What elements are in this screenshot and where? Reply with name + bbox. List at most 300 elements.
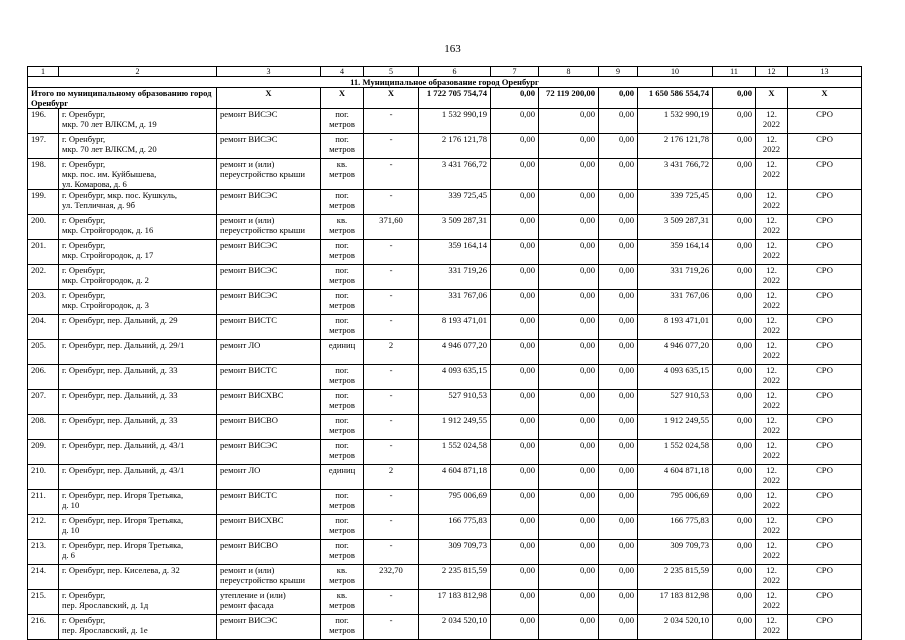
cost-cell: 309 709,73 — [638, 540, 713, 565]
row-number: 216. — [28, 615, 59, 640]
cost-cell: 0,00 — [599, 290, 638, 315]
row-number: 211. — [28, 490, 59, 515]
cost-cell: 0,00 — [491, 215, 539, 240]
row-number: 204. — [28, 315, 59, 340]
deadline-cell: 12. 2022 — [756, 415, 788, 440]
column-number: 7 — [491, 67, 539, 77]
deadline-cell: 12. 2022 — [756, 465, 788, 490]
cost-cell: 527 910,53 — [638, 390, 713, 415]
column-number-row — [28, 67, 862, 77]
work-type-cell: ремонт ВИСЭС — [217, 615, 321, 640]
total-row — [28, 88, 862, 109]
unit-cell: единиц — [321, 465, 364, 490]
total-cost-cell: 359 164,14 — [419, 240, 491, 265]
deadline-cell: 12. 2022 — [756, 265, 788, 290]
cost-cell: 0,00 — [713, 565, 756, 590]
column-number: 13 — [788, 67, 862, 77]
executor-cell: СРО — [788, 315, 862, 340]
cost-cell: 0,00 — [539, 109, 599, 134]
unit-cell: пог. метров — [321, 515, 364, 540]
executor-cell: СРО — [788, 340, 862, 365]
cost-cell: 0,00 — [491, 590, 539, 615]
cost-cell: 0,00 — [539, 540, 599, 565]
address-cell: г. Оренбург, мкр. Стройгородок, д. 17 — [59, 240, 217, 265]
cost-cell: 0,00 — [539, 390, 599, 415]
executor-cell: СРО — [788, 265, 862, 290]
total-cost-cell: 166 775,83 — [419, 515, 491, 540]
cost-cell: 0,00 — [599, 134, 638, 159]
quantity-cell: - — [364, 134, 419, 159]
cost-cell: 17 183 812,98 — [638, 590, 713, 615]
address-cell: г. Оренбург, пер. Дальний, д. 29/1 — [59, 340, 217, 365]
cost-cell: 2 176 121,78 — [638, 134, 713, 159]
cost-cell: 0,00 — [599, 415, 638, 440]
cost-cell: 0,00 — [713, 290, 756, 315]
total-cell: X — [217, 88, 321, 109]
quantity-cell: - — [364, 540, 419, 565]
deadline-cell: 12. 2022 — [756, 340, 788, 365]
cost-cell: 0,00 — [599, 159, 638, 190]
deadline-cell: 12. 2022 — [756, 515, 788, 540]
cost-cell: 0,00 — [713, 590, 756, 615]
cost-cell: 0,00 — [599, 440, 638, 465]
executor-cell: СРО — [788, 215, 862, 240]
quantity-cell: - — [364, 190, 419, 215]
cost-cell: 4 604 871,18 — [638, 465, 713, 490]
total-cost-cell: 3 431 766,72 — [419, 159, 491, 190]
cost-cell: 0,00 — [539, 159, 599, 190]
cost-cell: 3 431 766,72 — [638, 159, 713, 190]
executor-cell: СРО — [788, 440, 862, 465]
cost-cell: 0,00 — [491, 490, 539, 515]
total-cell: 1 722 705 754,74 — [419, 88, 491, 109]
total-cost-cell: 795 006,69 — [419, 490, 491, 515]
cost-cell: 0,00 — [491, 265, 539, 290]
table-row — [28, 440, 862, 465]
work-type-cell: ремонт ВИСТС — [217, 365, 321, 390]
unit-cell: пог. метров — [321, 415, 364, 440]
cost-cell: 0,00 — [491, 134, 539, 159]
quantity-cell: - — [364, 365, 419, 390]
cost-cell: 0,00 — [599, 490, 638, 515]
work-type-cell: ремонт ЛО — [217, 465, 321, 490]
cost-cell: 2 034 520,10 — [638, 615, 713, 640]
address-cell: г. Оренбург, пер. Киселева, д. 32 — [59, 565, 217, 590]
table-row — [28, 340, 862, 365]
address-cell: г. Оренбург, пер. Игоря Третьяка, д. 6 — [59, 540, 217, 565]
total-cell: X — [756, 88, 788, 109]
cost-cell: 0,00 — [539, 290, 599, 315]
quantity-cell: 2 — [364, 465, 419, 490]
work-type-cell: ремонт ВИСЭС — [217, 290, 321, 315]
deadline-cell: 12. 2022 — [756, 134, 788, 159]
work-type-cell: ремонт ВИСХВС — [217, 515, 321, 540]
cost-cell: 0,00 — [713, 190, 756, 215]
work-type-cell: ремонт ВИСЭС — [217, 109, 321, 134]
work-type-cell: ремонт ВИСТС — [217, 490, 321, 515]
cost-cell: 0,00 — [539, 490, 599, 515]
total-cost-cell: 4 093 635,15 — [419, 365, 491, 390]
total-cell: X — [364, 88, 419, 109]
cost-cell: 1 532 990,19 — [638, 109, 713, 134]
cost-cell: 0,00 — [713, 109, 756, 134]
unit-cell: кв. метров — [321, 565, 364, 590]
total-cost-cell: 309 709,73 — [419, 540, 491, 565]
address-cell: г. Оренбург, мкр. пос. им. Куйбышева, ул. Комарова, д. 6 — [59, 159, 217, 190]
quantity-cell: - — [364, 490, 419, 515]
table-row — [28, 365, 862, 390]
unit-cell: кв. метров — [321, 215, 364, 240]
executor-cell: СРО — [788, 590, 862, 615]
row-number: 197. — [28, 134, 59, 159]
table-row — [28, 240, 862, 265]
total-label: Итого по муниципальному образованию город Оренбург — [28, 88, 217, 109]
unit-cell: кв. метров — [321, 590, 364, 615]
unit-cell: пог. метров — [321, 265, 364, 290]
column-number: 11 — [713, 67, 756, 77]
cost-cell: 0,00 — [539, 190, 599, 215]
cost-cell: 166 775,83 — [638, 515, 713, 540]
cost-cell: 0,00 — [539, 265, 599, 290]
cost-cell: 0,00 — [713, 615, 756, 640]
column-number: 5 — [364, 67, 419, 77]
executor-cell: СРО — [788, 565, 862, 590]
unit-cell: пог. метров — [321, 540, 364, 565]
section-title: 11. Муниципальное образование город Оренбург — [28, 77, 862, 88]
executor-cell: СРО — [788, 240, 862, 265]
column-number: 1 — [28, 67, 59, 77]
row-number: 205. — [28, 340, 59, 365]
deadline-cell: 12. 2022 — [756, 159, 788, 190]
executor-cell: СРО — [788, 109, 862, 134]
address-cell: г. Оренбург, мкр. Стройгородок, д. 2 — [59, 265, 217, 290]
cost-cell: 0,00 — [599, 590, 638, 615]
cost-cell: 0,00 — [491, 240, 539, 265]
unit-cell: пог. метров — [321, 390, 364, 415]
cost-cell: 0,00 — [713, 490, 756, 515]
cost-cell: 3 509 287,31 — [638, 215, 713, 240]
cost-cell: 0,00 — [713, 315, 756, 340]
address-cell: г. Оренбург, пер. Ярославский, д. 1е — [59, 615, 217, 640]
executor-cell: СРО — [788, 390, 862, 415]
cost-cell: 0,00 — [599, 109, 638, 134]
deadline-cell: 12. 2022 — [756, 590, 788, 615]
quantity-cell: 2 — [364, 340, 419, 365]
cost-cell: 0,00 — [599, 240, 638, 265]
row-number: 203. — [28, 290, 59, 315]
total-cell: 1 650 586 554,74 — [638, 88, 713, 109]
cost-cell: 0,00 — [491, 365, 539, 390]
cost-cell: 0,00 — [491, 315, 539, 340]
address-cell: г. Оренбург, пер. Дальний, д. 43/1 — [59, 440, 217, 465]
address-cell: г. Оренбург, пер. Дальний, д. 29 — [59, 315, 217, 340]
row-number: 200. — [28, 215, 59, 240]
table-row — [28, 159, 862, 190]
cost-cell: 0,00 — [539, 240, 599, 265]
address-cell: г. Оренбург, мкр. 70 лет ВЛКСМ, д. 20 — [59, 134, 217, 159]
executor-cell: СРО — [788, 490, 862, 515]
cost-cell: 0,00 — [599, 265, 638, 290]
address-cell: г. Оренбург, пер. Игоря Третьяка, д. 10 — [59, 490, 217, 515]
row-number: 198. — [28, 159, 59, 190]
work-type-cell: ремонт ВИСЭС — [217, 440, 321, 465]
quantity-cell: - — [364, 159, 419, 190]
column-number: 8 — [539, 67, 599, 77]
cost-cell: 4 093 635,15 — [638, 365, 713, 390]
total-cost-cell: 1 532 990,19 — [419, 109, 491, 134]
row-number: 201. — [28, 240, 59, 265]
executor-cell: СРО — [788, 540, 862, 565]
cost-cell: 0,00 — [539, 590, 599, 615]
cost-cell: 4 946 077,20 — [638, 340, 713, 365]
quantity-cell: - — [364, 615, 419, 640]
cost-cell: 0,00 — [491, 615, 539, 640]
address-cell: г. Оренбург, пер. Ярославский, д. 1д — [59, 590, 217, 615]
total-cost-cell: 8 193 471,01 — [419, 315, 491, 340]
quantity-cell: - — [364, 109, 419, 134]
deadline-cell: 12. 2022 — [756, 390, 788, 415]
table-row — [28, 290, 862, 315]
cost-cell: 359 164,14 — [638, 240, 713, 265]
work-type-cell: ремонт ВИСВО — [217, 415, 321, 440]
deadline-cell: 12. 2022 — [756, 540, 788, 565]
quantity-cell: - — [364, 265, 419, 290]
unit-cell: пог. метров — [321, 440, 364, 465]
address-cell: г. Оренбург, пер. Дальний, д. 33 — [59, 390, 217, 415]
executor-cell: СРО — [788, 134, 862, 159]
cost-cell: 0,00 — [491, 565, 539, 590]
executor-cell: СРО — [788, 415, 862, 440]
address-cell: г. Оренбург, мкр. Стройгородок, д. 3 — [59, 290, 217, 315]
cost-cell: 0,00 — [539, 615, 599, 640]
cost-cell: 0,00 — [713, 159, 756, 190]
table-row — [28, 515, 862, 540]
executor-cell: СРО — [788, 465, 862, 490]
unit-cell: пог. метров — [321, 290, 364, 315]
cost-cell: 0,00 — [491, 390, 539, 415]
column-number: 9 — [599, 67, 638, 77]
cost-cell: 0,00 — [491, 540, 539, 565]
unit-cell: пог. метров — [321, 315, 364, 340]
cost-cell: 0,00 — [599, 615, 638, 640]
table-row — [28, 190, 862, 215]
table-row — [28, 565, 862, 590]
unit-cell: пог. метров — [321, 615, 364, 640]
cost-cell: 0,00 — [599, 390, 638, 415]
row-number: 196. — [28, 109, 59, 134]
row-number: 202. — [28, 265, 59, 290]
cost-cell: 0,00 — [713, 265, 756, 290]
quantity-cell: - — [364, 290, 419, 315]
row-number: 209. — [28, 440, 59, 465]
cost-cell: 331 767,06 — [638, 290, 713, 315]
cost-cell: 0,00 — [491, 465, 539, 490]
cost-cell: 0,00 — [599, 465, 638, 490]
cost-cell: 0,00 — [599, 515, 638, 540]
unit-cell: пог. метров — [321, 134, 364, 159]
row-number: 210. — [28, 465, 59, 490]
address-cell: г. Оренбург, пер. Дальний, д. 43/1 — [59, 465, 217, 490]
cost-cell: 0,00 — [713, 440, 756, 465]
unit-cell: кв. метров — [321, 159, 364, 190]
cost-cell: 0,00 — [599, 565, 638, 590]
table-row — [28, 540, 862, 565]
total-cost-cell: 4 604 871,18 — [419, 465, 491, 490]
cost-cell: 0,00 — [713, 340, 756, 365]
row-number: 208. — [28, 415, 59, 440]
column-number: 4 — [321, 67, 364, 77]
cost-cell: 0,00 — [539, 365, 599, 390]
deadline-cell: 12. 2022 — [756, 240, 788, 265]
table-row — [28, 109, 862, 134]
deadline-cell: 12. 2022 — [756, 215, 788, 240]
deadline-cell: 12. 2022 — [756, 490, 788, 515]
quantity-cell: - — [364, 240, 419, 265]
table-row — [28, 490, 862, 515]
cost-cell: 1 912 249,55 — [638, 415, 713, 440]
address-cell: г. Оренбург, пер. Дальний, д. 33 — [59, 365, 217, 390]
cost-cell: 0,00 — [539, 415, 599, 440]
cost-cell: 0,00 — [491, 109, 539, 134]
executor-cell: СРО — [788, 290, 862, 315]
total-cell: 0,00 — [713, 88, 756, 109]
address-cell: г. Оренбург, мкр. 70 лет ВЛКСМ, д. 19 — [59, 109, 217, 134]
work-type-cell: ремонт ВИСЭС — [217, 190, 321, 215]
cost-cell: 795 006,69 — [638, 490, 713, 515]
work-type-cell: ремонт и (или) переустройство крыши — [217, 215, 321, 240]
deadline-cell: 12. 2022 — [756, 290, 788, 315]
unit-cell: пог. метров — [321, 490, 364, 515]
cost-cell: 0,00 — [491, 290, 539, 315]
unit-cell: пог. метров — [321, 190, 364, 215]
quantity-cell: - — [364, 315, 419, 340]
quantity-cell: 232,70 — [364, 565, 419, 590]
cost-cell: 0,00 — [491, 415, 539, 440]
cost-cell: 8 193 471,01 — [638, 315, 713, 340]
cost-cell: 0,00 — [539, 340, 599, 365]
cost-cell: 0,00 — [539, 315, 599, 340]
cost-cell: 0,00 — [599, 340, 638, 365]
cost-cell: 0,00 — [539, 440, 599, 465]
cost-cell: 0,00 — [713, 540, 756, 565]
total-cost-cell: 331 767,06 — [419, 290, 491, 315]
cost-cell: 0,00 — [539, 465, 599, 490]
total-cost-cell: 4 946 077,20 — [419, 340, 491, 365]
cost-cell: 0,00 — [539, 215, 599, 240]
table-row — [28, 265, 862, 290]
cost-cell: 0,00 — [713, 415, 756, 440]
table-row — [28, 134, 862, 159]
cost-cell: 0,00 — [713, 240, 756, 265]
cost-cell: 0,00 — [491, 340, 539, 365]
executor-cell: СРО — [788, 515, 862, 540]
unit-cell: единиц — [321, 340, 364, 365]
table-row — [28, 315, 862, 340]
total-cell: 0,00 — [599, 88, 638, 109]
row-number: 212. — [28, 515, 59, 540]
deadline-cell: 12. 2022 — [756, 315, 788, 340]
cost-cell: 0,00 — [599, 365, 638, 390]
executor-cell: СРО — [788, 159, 862, 190]
cost-cell: 0,00 — [713, 465, 756, 490]
deadline-cell: 12. 2022 — [756, 440, 788, 465]
quantity-cell: - — [364, 390, 419, 415]
executor-cell: СРО — [788, 615, 862, 640]
address-cell: г. Оренбург, мкр. пос. Кушкуль, ул. Тепличная, д. 9б — [59, 190, 217, 215]
table-row — [28, 415, 862, 440]
cost-cell: 0,00 — [713, 134, 756, 159]
work-type-cell: ремонт ВИСЭС — [217, 240, 321, 265]
quantity-cell: - — [364, 515, 419, 540]
unit-cell: пог. метров — [321, 109, 364, 134]
total-cost-cell: 2 235 815,59 — [419, 565, 491, 590]
cost-cell: 0,00 — [491, 159, 539, 190]
deadline-cell: 12. 2022 — [756, 190, 788, 215]
cost-cell: 339 725,45 — [638, 190, 713, 215]
cost-cell: 0,00 — [491, 190, 539, 215]
cost-cell: 0,00 — [599, 215, 638, 240]
row-number: 206. — [28, 365, 59, 390]
cost-cell: 2 235 815,59 — [638, 565, 713, 590]
quantity-cell: 371,60 — [364, 215, 419, 240]
column-number: 12 — [756, 67, 788, 77]
cost-cell: 0,00 — [599, 540, 638, 565]
column-number: 6 — [419, 67, 491, 77]
cost-cell: 0,00 — [491, 440, 539, 465]
executor-cell: СРО — [788, 365, 862, 390]
section-title-row — [28, 77, 862, 88]
table-row — [28, 465, 862, 490]
row-number: 213. — [28, 540, 59, 565]
total-cell: 0,00 — [491, 88, 539, 109]
work-type-cell: ремонт ВИСХВС — [217, 390, 321, 415]
column-number: 10 — [638, 67, 713, 77]
table-row — [28, 215, 862, 240]
quantity-cell: - — [364, 590, 419, 615]
cost-cell: 0,00 — [713, 515, 756, 540]
total-cost-cell: 2 176 121,78 — [419, 134, 491, 159]
work-type-cell: ремонт ВИСТС — [217, 315, 321, 340]
work-type-cell: ремонт ЛО — [217, 340, 321, 365]
capital-repair-table — [27, 66, 862, 640]
column-number: 3 — [217, 67, 321, 77]
table-row — [28, 615, 862, 640]
deadline-cell: 12. 2022 — [756, 615, 788, 640]
total-cost-cell: 331 719,26 — [419, 265, 491, 290]
cost-cell: 0,00 — [539, 134, 599, 159]
table-row — [28, 590, 862, 615]
cost-cell: 0,00 — [713, 390, 756, 415]
address-cell: г. Оренбург, пер. Дальний, д. 33 — [59, 415, 217, 440]
table-row — [28, 390, 862, 415]
cost-cell: 1 552 024,58 — [638, 440, 713, 465]
total-cost-cell: 339 725,45 — [419, 190, 491, 215]
row-number: 207. — [28, 390, 59, 415]
deadline-cell: 12. 2022 — [756, 365, 788, 390]
work-type-cell: ремонт и (или) переустройство крыши — [217, 565, 321, 590]
total-cost-cell: 17 183 812,98 — [419, 590, 491, 615]
total-cell: X — [321, 88, 364, 109]
cost-cell: 0,00 — [713, 365, 756, 390]
unit-cell: пог. метров — [321, 365, 364, 390]
deadline-cell: 12. 2022 — [756, 565, 788, 590]
column-number: 2 — [59, 67, 217, 77]
address-cell: г. Оренбург, пер. Игоря Третьяка, д. 10 — [59, 515, 217, 540]
cost-cell: 0,00 — [539, 515, 599, 540]
quantity-cell: - — [364, 440, 419, 465]
quantity-cell: - — [364, 415, 419, 440]
work-type-cell: ремонт ВИСЭС — [217, 134, 321, 159]
